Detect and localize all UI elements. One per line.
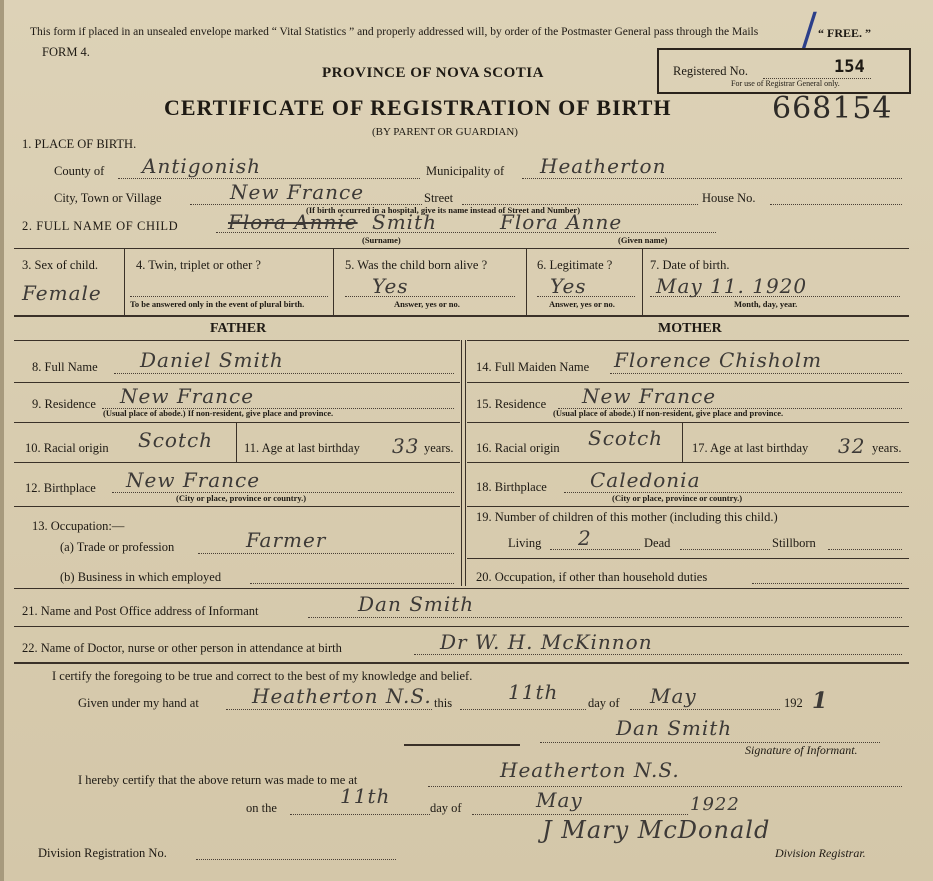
house-line <box>770 204 902 205</box>
mother-residence-note: (Usual place of abode.) If non-resident, give place and province. <box>553 408 784 418</box>
on-the-label: on the <box>246 801 277 815</box>
given-month: May <box>650 684 697 708</box>
doctor-value: Dr W. H. McKinnon <box>440 630 653 654</box>
father-birthplace: New France <box>126 468 261 492</box>
registrar-day: 11th <box>340 784 391 808</box>
father-age: 33 <box>392 434 420 458</box>
father-business-label: (b) Business in which employed <box>60 570 222 584</box>
mother-row-5 <box>467 558 909 559</box>
mother-occupation-label: 20. Occupation, if other than household duties <box>476 570 708 584</box>
certify-statement: I certify the foregoing to be true and correct to the best of my knowledge and belief. <box>52 669 473 683</box>
given-label: Given under my hand at <box>78 696 199 710</box>
father-residence-note: (Usual place of abode.) If non-resident, give place and province. <box>103 408 334 418</box>
informant-label: 21. Name and Post Office address of Informant <box>22 604 259 618</box>
alive-note: Answer, yes or no. <box>394 299 460 309</box>
child-surname: Smith <box>372 210 437 234</box>
date-line <box>650 296 900 297</box>
given-month-line <box>630 709 780 710</box>
doctor-label: 22. Name of Doctor, nurse or other person in attendance at birth <box>22 641 342 655</box>
mother-birthplace-label: 18. Birthplace <box>476 480 547 494</box>
mother-row-1 <box>467 382 909 383</box>
county-label: County of <box>54 164 105 178</box>
given-place: Heatherton N.S. <box>252 684 432 708</box>
sex-label: 3. Sex of child. <box>22 258 99 272</box>
col-divider-3 <box>526 248 527 315</box>
mother-racial: Scotch <box>588 426 664 450</box>
registrar-month: May <box>536 788 583 812</box>
parents-divider-a <box>461 340 462 586</box>
mother-row-0 <box>467 340 909 341</box>
sex-value: Female <box>22 281 102 305</box>
certify-top-line <box>14 662 909 664</box>
date-value: May 11. 1920 <box>656 274 808 298</box>
struck-name: Flora Annie <box>228 210 358 234</box>
father-residence-label: 9. Residence <box>32 397 96 411</box>
father-racial-divider <box>236 422 237 462</box>
father-row-4 <box>14 506 460 507</box>
form-number: FORM 4. <box>42 45 90 59</box>
living-value: 2 <box>578 526 592 550</box>
informant-value: Dan Smith <box>358 592 475 616</box>
mail-notice: This form if placed in an unsealed envelope marked “ Vital Statistics ” and properly addressed will, by order of the Postmaster General pass through the Mails <box>30 26 759 38</box>
certificate-title: CERTIFICATE OF REGISTRATION OF BIRTH <box>164 95 672 120</box>
street-label: Street <box>424 191 454 205</box>
twin-label: 4. Twin, triplet or other ? <box>136 258 261 272</box>
alive-label: 5. Was the child born alive ? <box>345 258 488 272</box>
mother-occupation-line <box>752 583 902 584</box>
blue-check-mark: / <box>802 4 818 55</box>
stillborn-label: Stillborn <box>772 536 816 550</box>
child-given-name: Flora Anne <box>500 210 623 234</box>
living-label: Living <box>508 536 542 550</box>
alive-line <box>345 296 515 297</box>
mother-name-label: 14. Full Maiden Name <box>476 360 590 374</box>
father-racial: Scotch <box>138 428 214 452</box>
informant-top-line <box>14 588 909 589</box>
division-registration-label: Division Registration No. <box>38 846 167 860</box>
mother-name-line <box>610 373 902 374</box>
page-edge <box>0 0 4 881</box>
surname-caption: (Surname) <box>362 235 401 245</box>
mother-years: years. <box>872 441 902 455</box>
father-trade-line <box>198 553 454 554</box>
twin-line <box>130 296 328 297</box>
date-label: 7. Date of birth. <box>650 258 730 272</box>
legitimate-value: Yes <box>550 274 587 298</box>
col-divider-1 <box>124 248 125 315</box>
registrar-place: Heatherton N.S. <box>500 758 680 782</box>
father-row-0 <box>14 340 460 341</box>
dead-label: Dead <box>644 536 671 550</box>
children-label: 19. Number of children of this mother (including this child.) <box>476 510 778 524</box>
father-name-label: 8. Full Name <box>32 360 98 374</box>
father-name-line <box>114 373 454 374</box>
mother-row-4 <box>467 506 909 507</box>
hospital-note: (If birth occurred in a hospital, give its name instead of Street and Number) <box>306 205 581 215</box>
father-age-label: 11. Age at last birthday <box>244 441 360 455</box>
child-name-label: 2. FULL NAME OF CHILD <box>22 219 179 233</box>
county-value: Antigonish <box>142 154 262 178</box>
mother-name: Florence Chisholm <box>614 348 823 372</box>
doctor-top-line <box>14 626 909 627</box>
legitimate-note: Answer, yes or no. <box>549 299 615 309</box>
separator-rule <box>404 744 520 746</box>
registrar-signature: J Mary McDonald <box>542 816 771 844</box>
stillborn-line <box>828 549 902 550</box>
city-label: City, Town or Village <box>54 191 162 205</box>
mother-residence-label: 15. Residence <box>476 397 547 411</box>
twin-note: To be answered only in the event of plural birth. <box>130 299 305 309</box>
given-caption: (Given name) <box>618 235 668 245</box>
alive-value: Yes <box>372 274 409 298</box>
registrar-statement: I hereby certify that the above return was made to me at <box>78 773 358 787</box>
mother-birthplace: Caledonia <box>590 468 701 492</box>
mother-racial-label: 16. Racial origin <box>476 441 560 455</box>
certificate-subtitle: (BY PARENT OR GUARDIAN) <box>372 126 518 138</box>
handwritten-certificate-number: 668154 <box>772 91 893 126</box>
mother-heading: MOTHER <box>658 321 722 336</box>
municipality-value: Heatherton <box>540 154 667 178</box>
mother-age: 32 <box>838 434 866 458</box>
given-year: 1 <box>812 688 829 714</box>
legitimate-line <box>537 296 635 297</box>
free-label: “ FREE. ” <box>818 26 872 40</box>
given-day-line <box>460 709 586 710</box>
signature-label: Signature of Informant. <box>745 743 858 757</box>
father-row-3 <box>14 462 460 463</box>
reg-day-of-label: day of <box>430 801 462 815</box>
mother-age-label: 17. Age at last birthday <box>692 441 809 455</box>
mother-birthplace-note: (City or place, province or country.) <box>612 493 743 503</box>
parents-divider-b <box>465 340 466 586</box>
father-business-line <box>250 583 454 584</box>
date-note: Month, day, year. <box>734 299 798 309</box>
given-place-line <box>226 709 432 710</box>
father-occupation-label: 13. Occupation:— <box>32 519 125 533</box>
father-name: Daniel Smith <box>140 348 284 372</box>
mother-residence: New France <box>582 384 717 408</box>
col-divider-2 <box>333 248 334 315</box>
municipality-label: Municipality of <box>426 164 505 178</box>
father-years: years. <box>424 441 454 455</box>
mother-row-3 <box>467 462 909 463</box>
year-prefix: 192 <box>784 696 803 710</box>
registered-label: Registered No. <box>673 64 748 78</box>
col-divider-4 <box>642 248 643 315</box>
registered-number: 154 <box>834 57 865 77</box>
mother-racial-divider <box>682 422 683 462</box>
day-of-label: day of <box>588 696 620 710</box>
father-residence: New France <box>120 384 255 408</box>
registered-note: For use of Registrar General only. <box>731 79 840 88</box>
mother-row-2 <box>467 422 909 423</box>
doctor-line <box>414 654 902 655</box>
given-day: 11th <box>508 680 559 704</box>
municipality-line <box>522 178 902 179</box>
division-registrar-label: Division Registrar. <box>775 846 866 860</box>
father-birthplace-note: (City or place, province or country.) <box>176 493 307 503</box>
city-value: New France <box>230 180 365 204</box>
this-label: this <box>434 696 453 710</box>
reg-day-line <box>290 814 430 815</box>
division-number-line <box>196 859 396 860</box>
father-birthplace-label: 12. Birthplace <box>25 481 96 495</box>
row-divider-top <box>14 248 909 249</box>
father-trade: Farmer <box>246 528 327 552</box>
father-heading: FATHER <box>210 321 267 336</box>
father-trade-label: (a) Trade or profession <box>60 540 175 554</box>
living-line <box>550 549 640 550</box>
father-row-1 <box>14 382 460 383</box>
legitimate-label: 6. Legitimate ? <box>537 258 613 272</box>
province-heading: PROVINCE OF NOVA SCOTIA <box>322 65 544 81</box>
registrar-year: 1922 <box>690 794 740 815</box>
parents-top-line <box>14 315 909 317</box>
informant-line <box>308 617 902 618</box>
place-of-birth-heading: 1. PLACE OF BIRTH. <box>22 137 137 151</box>
dead-line <box>680 549 770 550</box>
registrar-place-line <box>428 786 902 787</box>
reg-month-line <box>472 814 688 815</box>
father-row-2 <box>14 422 460 423</box>
informant-signature: Dan Smith <box>616 716 733 740</box>
county-line <box>118 178 420 179</box>
house-label: House No. <box>702 191 756 205</box>
father-racial-label: 10. Racial origin <box>25 441 109 455</box>
